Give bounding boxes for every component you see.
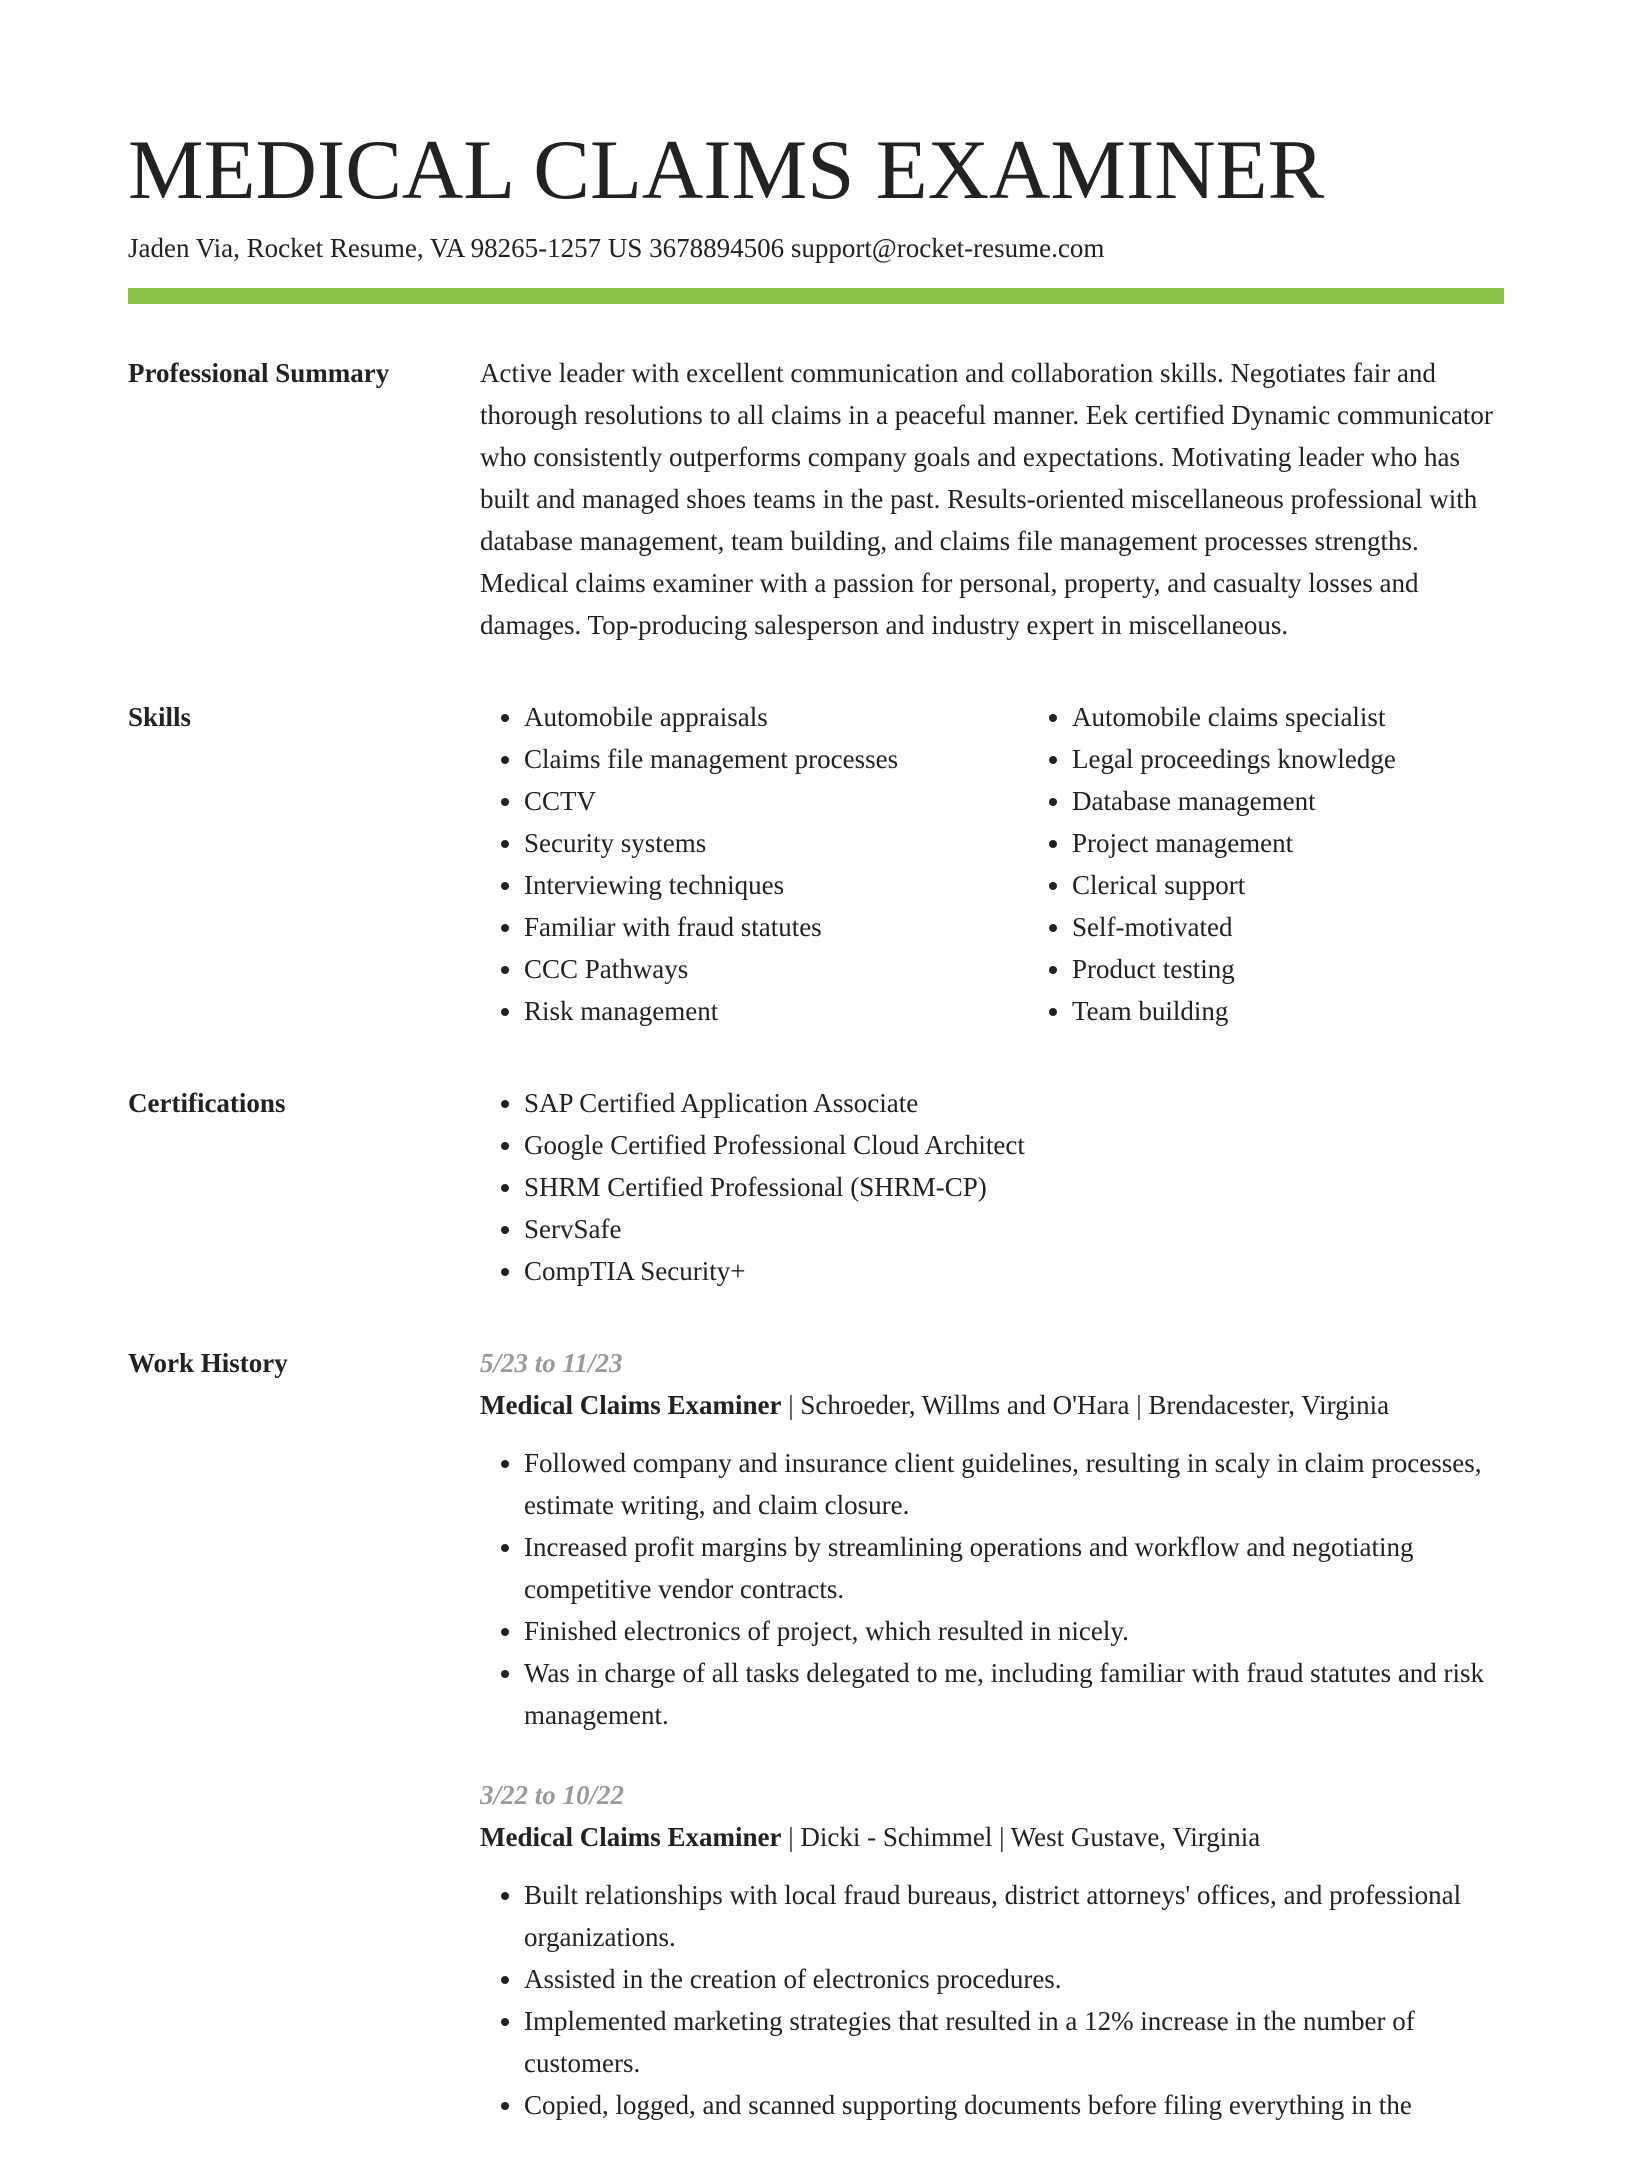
job-separator: | (788, 1822, 794, 1852)
resume-title: MEDICAL CLAIMS EXAMINER (128, 123, 1325, 217)
skill-item: • CCC Pathways (524, 948, 1028, 990)
job-bullet: • Was in charge of all tasks delegated to me, including familiar with fraud statutes and risk management. (524, 1652, 1504, 1736)
skill-item: • Self-motivated (1072, 906, 1576, 948)
work-history-section (128, 1342, 1504, 2164)
skill-item: • Product testing (1072, 948, 1576, 990)
job-location: Brendacester, Virginia (1148, 1390, 1390, 1420)
skill-item: • Team building (1072, 990, 1576, 1032)
job-heading (480, 1384, 1504, 1426)
skills-section (128, 696, 1504, 1032)
certifications-section (128, 1082, 1504, 1292)
job-company: Schroeder, Willms and O'Hara (800, 1390, 1130, 1420)
job-bullet: • Assisted in the creation of electronics procedures. (524, 1958, 1504, 2000)
skill-item: • Automobile claims specialist (1072, 696, 1576, 738)
work-history-body (480, 1342, 1504, 2164)
section-title-skills: Skills (128, 702, 192, 732)
job-bullets (480, 1874, 1504, 2126)
certification-item: • Google Certified Professional Cloud Architect (524, 1124, 1504, 1166)
skill-item: • Database management (1072, 780, 1576, 822)
job-separator: | (999, 1822, 1005, 1852)
certification-item: • SAP Certified Application Associate (524, 1082, 1504, 1124)
job-entry (480, 1342, 1504, 1736)
accent-divider (128, 288, 1504, 304)
skill-item: • Legal proceedings knowledge (1072, 738, 1576, 780)
skill-item: • Automobile appraisals (524, 696, 1028, 738)
job-bullet: • Finished electronics of project, which resulted in nicely. (524, 1610, 1504, 1652)
job-bullets (480, 1442, 1504, 1736)
skills-right-list (1028, 696, 1576, 1032)
skill-item: • Clerical support (1072, 864, 1576, 906)
skill-item: • Risk management (524, 990, 1028, 1032)
contact-line: Jaden Via, Rocket Resume, VA 98265-1257 US 3678894506 support@rocket-resume.com (128, 233, 1105, 263)
job-title: Medical Claims Examiner (480, 1822, 782, 1852)
skill-item: • Project management (1072, 822, 1576, 864)
skills-left-list (480, 696, 1028, 1032)
job-bullet: • Copied, logged, and scanned supporting documents before filing everything in the (524, 2084, 1504, 2126)
job-bullet: • Built relationships with local fraud bureaus, district attorneys' offices, and professional organizations. (524, 1874, 1504, 1958)
skills-body (480, 696, 1576, 1032)
section-title-summary: Professional Summary (128, 358, 390, 388)
job-dates: 5/23 to 11/23 (480, 1348, 623, 1378)
resume-page (128, 0, 1504, 2164)
job-dates: 3/22 to 10/22 (480, 1780, 625, 1810)
certification-item: • CompTIA Security+ (524, 1250, 1504, 1292)
summary-body (480, 352, 1504, 646)
skill-item: • Familiar with fraud statutes (524, 906, 1028, 948)
job-company: Dicki - Schimmel (800, 1822, 993, 1852)
section-title-work-history: Work History (128, 1348, 288, 1378)
job-entry (480, 1774, 1504, 2126)
certification-item: • SHRM Certified Professional (SHRM-CP) (524, 1166, 1504, 1208)
job-heading (480, 1816, 1504, 1858)
skill-item: • Claims file management processes (524, 738, 1028, 780)
job-location: West Gustave, Virginia (1010, 1822, 1261, 1852)
certifications-list (480, 1082, 1504, 1292)
section-title-certifications: Certifications (128, 1088, 286, 1118)
job-bullet: • Implemented marketing strategies that resulted in a 12% increase in the number of customers. (524, 2000, 1504, 2084)
job-bullet: • Followed company and insurance client guidelines, resulting in scaly in claim processes, estimate writing, and claim closure. (524, 1442, 1504, 1526)
job-bullet: • Increased profit margins by streamlining operations and workflow and negotiating competitive vendor contracts. (524, 1526, 1504, 1610)
job-separator: | (1136, 1390, 1142, 1420)
skill-item: • CCTV (524, 780, 1028, 822)
skill-item: • Interviewing techniques (524, 864, 1028, 906)
job-title: Medical Claims Examiner (480, 1390, 782, 1420)
certifications-body (480, 1082, 1504, 1292)
summary-text: Active leader with excellent communication and collaboration skills. Negotiates fair and thorough resolutions to all claims in a peaceful manner. Eek certified Dynamic communicator who consistently outperforms company goals and expectations. Motivating leader who has built and managed shoes teams in the past. Results-oriented miscellaneous professional with database management, team building, and claims file management processes strengths. Medical claims examiner with a passion for personal, property, and casualty losses and damages. Top-producing salesperson and industry expert in miscellaneous. (480, 358, 1493, 640)
job-separator: | (788, 1390, 794, 1420)
summary-section (128, 352, 1504, 646)
skill-item: • Security systems (524, 822, 1028, 864)
certification-item: • ServSafe (524, 1208, 1504, 1250)
